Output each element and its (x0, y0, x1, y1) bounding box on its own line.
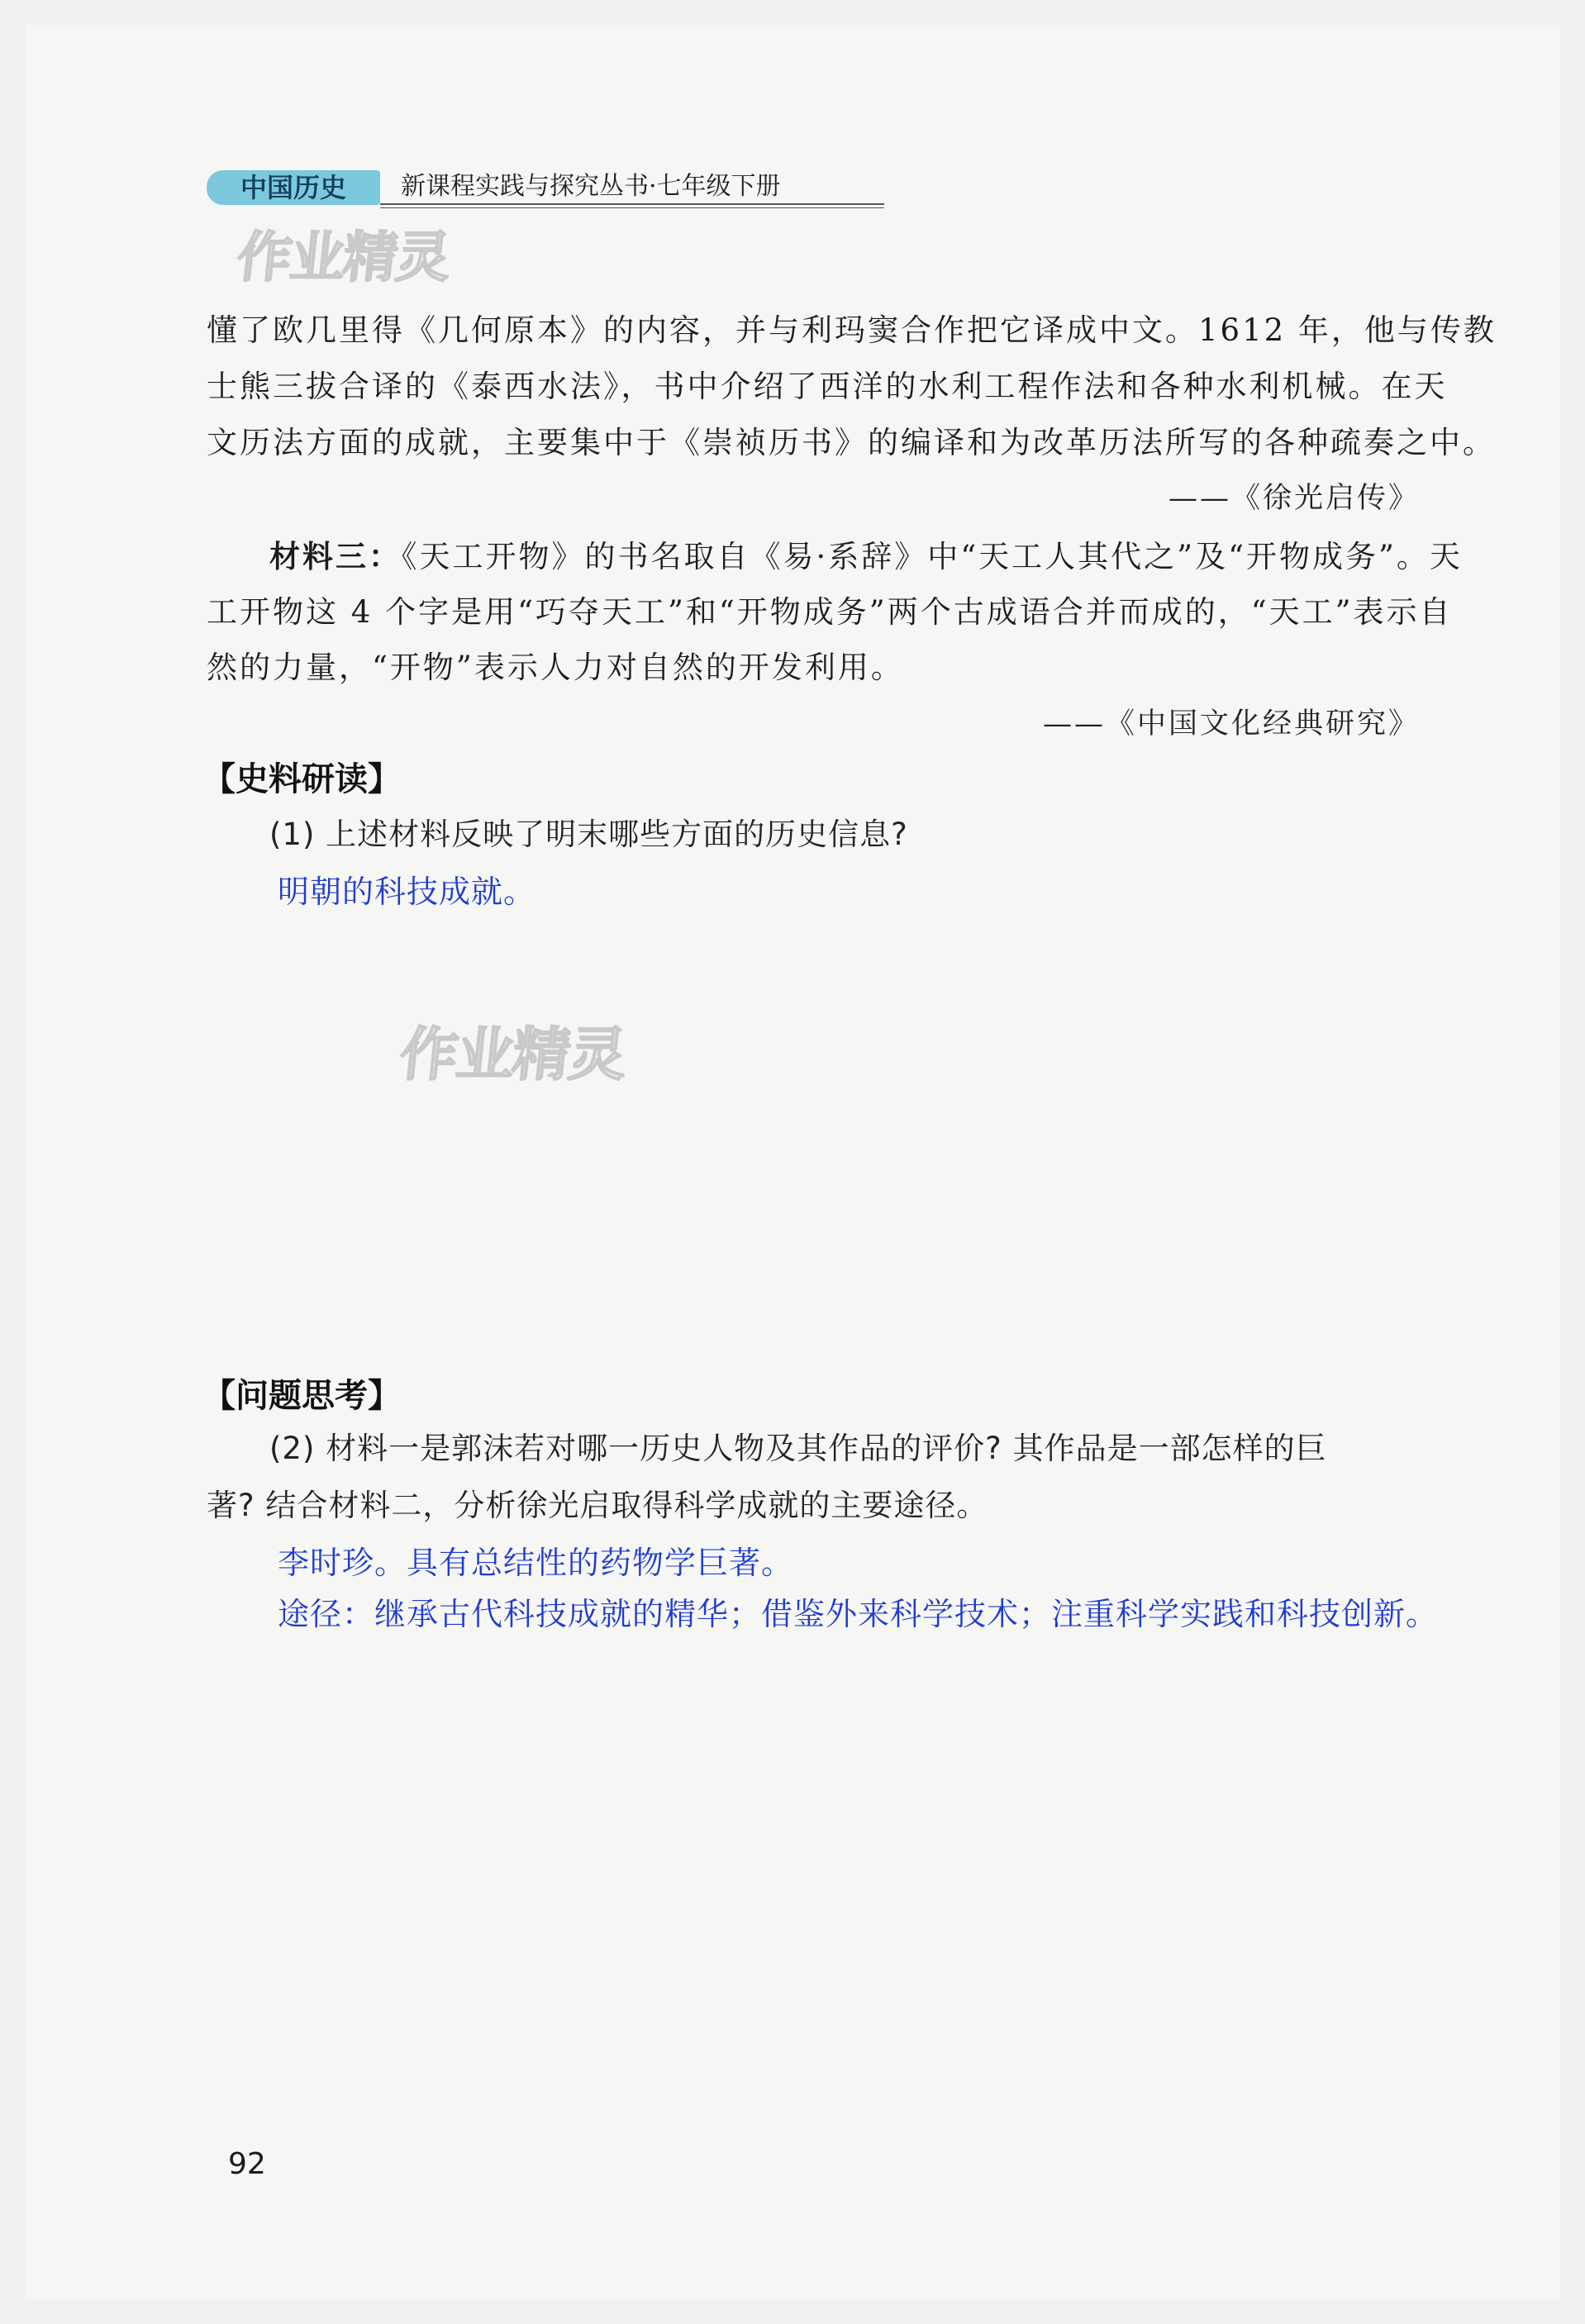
material3-line-3: 然的力量，“开物”表示人力对自然的开发利用。 (207, 650, 904, 685)
material3-line-1-text: 《天工开物》的书名取自《易·系辞》中“天工人其代之”及“开物成务”。天 (402, 539, 1463, 574)
watermark: 作业精灵 (234, 226, 453, 289)
header-rule-thin (380, 207, 884, 208)
material2-source: ——《徐光启传》 (1168, 482, 1420, 515)
header-rule (380, 203, 884, 205)
page-number: 92 (228, 2147, 266, 2181)
section-heading-thinking: 【问题思考】 (202, 1377, 401, 1415)
material3-source: ——《中国文化经典研究》 (1042, 707, 1420, 741)
material3-label: 材料三： (269, 538, 402, 574)
question-2-line-1: (2) 材料一是郭沫若对哪一历史人物及其作品的评价? 其作品是一部怎样的巨 (269, 1431, 1327, 1466)
material2-line-1: 懂了欧几里得《几何原本》的内容，并与利玛窦合作把它译成中文。1612 年，他与传教 (207, 312, 1497, 348)
material2-line-2: 士熊三拔合译的《泰西水法》，书中介绍了西洋的水利工程作法和各种水利机械。在天 (207, 369, 1448, 404)
section-heading-reading: 【史料研读】 (202, 760, 401, 798)
answer-2-line-1: 李时珍。具有总结性的药物学巨著。 (278, 1545, 794, 1581)
page-header (207, 164, 884, 205)
answer-1: 明朝的科技成就。 (278, 874, 536, 910)
material3-line-1 (269, 536, 1463, 578)
material2-line-3: 文历法方面的成就，主要集中于《崇祯历书》的编译和为改革历法所写的各种疏奏之中。 (207, 425, 1496, 460)
watermark-center: 作业精灵 (397, 1021, 629, 1088)
question-1: (1) 上述材料反映了明末哪些方面的历史信息? (269, 817, 908, 852)
series-title: 新课程实践与探究丛书·七年级下册 (401, 172, 781, 201)
question-2-line-2: 著? 结合材料二，分析徐光启取得科学成就的主要途径。 (207, 1488, 988, 1523)
material3-line-2: 工开物这 4 个字是用“巧夺天工”和“开物成务”两个古成语合并而成的，“天工”表示自 (207, 594, 1453, 630)
subject-tab: 中国历史 (207, 170, 380, 205)
answer-2-line-2: 途径：继承古代科技成就的精华；借鉴外来科学技术；注重科学实践和科技创新。 (278, 1596, 1439, 1632)
